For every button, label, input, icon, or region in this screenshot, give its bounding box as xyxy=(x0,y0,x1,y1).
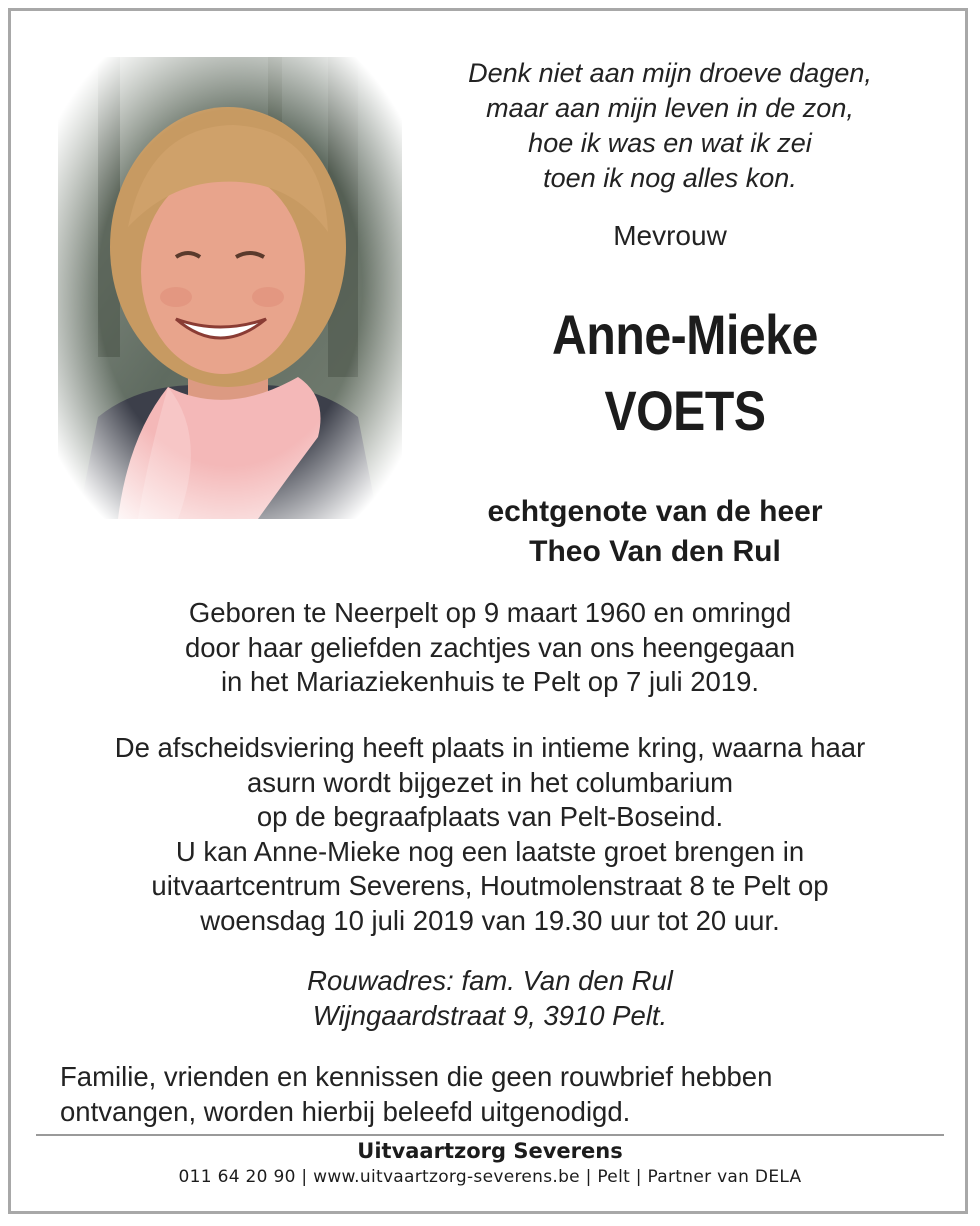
text-line: woensdag 10 juli 2019 van 19.30 uur tot 20 uur. xyxy=(200,904,780,936)
spouse-relation: echtgenote van de heer xyxy=(487,495,823,528)
spouse-name: Theo Van den Rul xyxy=(529,535,781,568)
salutation: Mevrouw xyxy=(613,220,727,251)
text-line: ontvangen, worden hierbij beleefd uitgenodigd. xyxy=(60,1095,631,1127)
deceased-name xyxy=(449,297,922,449)
text-line: Wijngaardstraat 9, 3910 Pelt. xyxy=(312,999,668,1031)
portrait-photo xyxy=(58,57,402,519)
last-name: VOETS xyxy=(604,379,766,442)
funeral-home-contact: 011 64 20 90 | www.uitvaartzorg-severens.be | Pelt | Partner van DELA xyxy=(178,1167,802,1187)
footer-divider xyxy=(36,1134,944,1136)
poem-line: toen ik nog alles kon. xyxy=(543,163,797,193)
text-line: door haar geliefden zachtjes van ons heengegaan xyxy=(184,631,796,663)
portrait-photo-icon xyxy=(58,57,402,519)
poem-line: Denk niet aan mijn droeve dagen, xyxy=(468,58,872,88)
text-line: in het Mariaziekenhuis te Pelt op 7 juli 2019. xyxy=(220,666,760,697)
text-line: uitvaartcentrum Severens, Houtmolenstraat 8 te Pelt op xyxy=(151,870,829,901)
text-line: Familie, vrienden en kennissen die geen rouwbrief hebben xyxy=(60,1061,773,1092)
first-name: Anne-Mieke xyxy=(551,303,818,366)
poem xyxy=(410,56,930,196)
text-line: Rouwadres: fam. Van den Rul xyxy=(307,965,673,996)
ceremony-info xyxy=(30,731,950,938)
spouse-info xyxy=(400,492,910,572)
poem-line: hoe ik was en wat ik zei xyxy=(528,128,812,158)
text-line: op de begraafplaats van Pelt-Boseind. xyxy=(256,801,724,832)
text-line: asurn wordt bijgezet in het columbarium xyxy=(246,766,734,798)
text-line: De afscheidsviering heeft plaats in intieme kring, waarna haar xyxy=(114,732,866,763)
mourning-address xyxy=(30,964,950,1033)
invitation xyxy=(60,1060,920,1129)
poem-line: maar aan mijn leven in de zon, xyxy=(486,93,854,123)
text-line: U kan Anne-Mieke nog een laatste groet brengen in xyxy=(175,835,805,867)
funeral-home-name: Uitvaartzorg Severens xyxy=(357,1139,623,1163)
birth-announcement xyxy=(30,596,950,700)
text-line: Geboren te Neerpelt op 9 maart 1960 en omringd xyxy=(188,597,792,628)
